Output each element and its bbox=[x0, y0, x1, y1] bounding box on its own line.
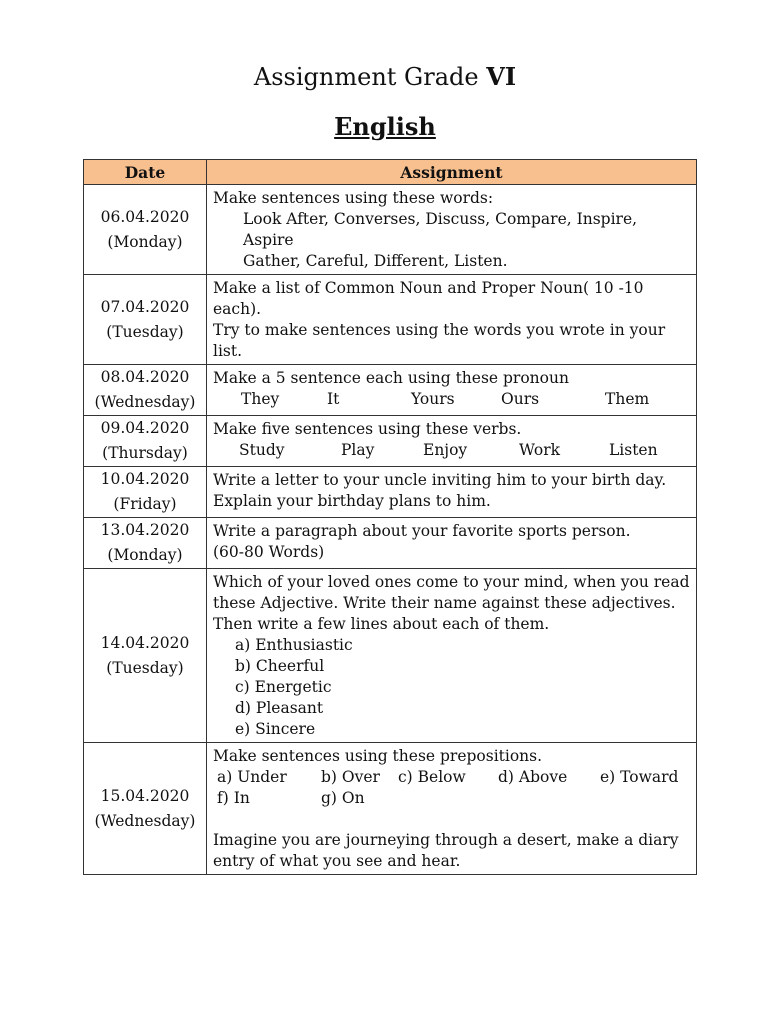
date: 08.04.2020 bbox=[100, 368, 190, 386]
instruction-line: Make sentences using these words: bbox=[213, 189, 494, 207]
page-title bbox=[0, 62, 770, 91]
day: (Friday) bbox=[113, 495, 177, 513]
column-header-date: Date bbox=[84, 160, 207, 185]
instruction-line: these Adjective. Write their name against these adjectives. bbox=[213, 594, 676, 612]
table-row bbox=[84, 275, 697, 365]
pronoun: Yours bbox=[411, 390, 455, 408]
table-row bbox=[84, 185, 697, 275]
table-row bbox=[84, 569, 697, 743]
assignment-cell bbox=[207, 518, 697, 569]
date-cell bbox=[84, 416, 207, 467]
verb-list bbox=[213, 440, 690, 461]
date-cell bbox=[84, 365, 207, 416]
preposition: b) Over bbox=[321, 768, 380, 786]
assignment-cell bbox=[207, 569, 697, 743]
adjective-list bbox=[213, 635, 690, 740]
date: 09.04.2020 bbox=[100, 419, 190, 437]
date-cell bbox=[84, 569, 207, 743]
date: 14.04.2020 bbox=[100, 633, 190, 652]
day: (Thursday) bbox=[102, 444, 188, 462]
table-header-row bbox=[84, 160, 697, 185]
assignment-cell bbox=[207, 365, 697, 416]
assignment-cell bbox=[207, 416, 697, 467]
table-row bbox=[84, 467, 697, 518]
preposition-row bbox=[213, 788, 690, 809]
assignment-cell bbox=[207, 467, 697, 518]
pronoun-list bbox=[213, 389, 690, 410]
preposition-row bbox=[213, 767, 690, 788]
verb: Listen bbox=[609, 441, 658, 459]
word-list-line: Look After, Converses, Discuss, Compare, Inspire, Aspire bbox=[243, 210, 638, 249]
day: (Wednesday) bbox=[94, 393, 196, 411]
preposition: g) On bbox=[321, 789, 365, 807]
instruction-line: Make sentences using these prepositions. bbox=[213, 747, 543, 765]
verb: Play bbox=[341, 441, 375, 459]
pronoun: Them bbox=[605, 390, 650, 408]
instruction-line: Write a paragraph about your favorite sports person. bbox=[213, 522, 631, 540]
instruction-line: Make five sentences using these verbs. bbox=[213, 420, 522, 438]
verb: Work bbox=[519, 441, 561, 459]
day: (Monday) bbox=[107, 232, 183, 251]
table-row bbox=[84, 365, 697, 416]
column-header-assignment: Assignment bbox=[207, 160, 697, 185]
spacer bbox=[213, 809, 690, 830]
instruction-line: entry of what you see and hear. bbox=[213, 852, 461, 870]
instruction-line: Explain your birthday plans to him. bbox=[213, 492, 491, 510]
date: 15.04.2020 bbox=[100, 786, 190, 805]
date-cell bbox=[84, 275, 207, 365]
table-row bbox=[84, 416, 697, 467]
date-cell bbox=[84, 467, 207, 518]
instruction-line: Write a letter to your uncle inviting him to your birth day. bbox=[213, 471, 667, 489]
instruction-line: Then write a few lines about each of them. bbox=[213, 615, 550, 633]
date-cell bbox=[84, 743, 207, 875]
assignment-cell bbox=[207, 743, 697, 875]
instruction-line: Make a list of Common Noun and Proper Noun( 10 -10 each). bbox=[213, 279, 644, 318]
list-item: b) Cheerful bbox=[235, 657, 325, 675]
instruction-line: Which of your loved ones come to your mind, when you read bbox=[213, 573, 690, 591]
word-list-line: Gather, Careful, Different, Listen. bbox=[243, 252, 508, 270]
title-grade: VI bbox=[486, 62, 517, 91]
pronoun: Ours bbox=[501, 390, 540, 408]
instruction-line: Imagine you are journeying through a desert, make a diary bbox=[213, 831, 679, 849]
pronoun: They bbox=[241, 390, 280, 408]
date: 06.04.2020 bbox=[100, 207, 190, 226]
table-row bbox=[84, 518, 697, 569]
subject-heading: English bbox=[334, 112, 436, 141]
table-row bbox=[84, 743, 697, 875]
date: 10.04.2020 bbox=[100, 470, 190, 488]
date: 07.04.2020 bbox=[100, 297, 190, 316]
preposition: f) In bbox=[217, 789, 250, 807]
instruction-line: Try to make sentences using the words you wrote in your list. bbox=[213, 321, 666, 360]
day: (Tuesday) bbox=[106, 322, 184, 341]
date-cell bbox=[84, 518, 207, 569]
list-item: c) Energetic bbox=[235, 678, 332, 696]
verb: Study bbox=[239, 441, 285, 459]
date: 13.04.2020 bbox=[100, 521, 190, 539]
assignment-cell bbox=[207, 275, 697, 365]
list-item: d) Pleasant bbox=[235, 699, 324, 717]
verb: Enjoy bbox=[423, 441, 468, 459]
title-prefix: Assignment Grade bbox=[253, 63, 487, 91]
preposition: c) Below bbox=[398, 768, 466, 786]
list-item: e) Sincere bbox=[235, 720, 316, 738]
instruction-line: Make a 5 sentence each using these pronoun bbox=[213, 369, 569, 387]
pronoun: It bbox=[327, 390, 340, 408]
instruction-line: (60-80 Words) bbox=[213, 543, 325, 561]
preposition: e) Toward bbox=[600, 768, 679, 786]
day: (Tuesday) bbox=[106, 658, 184, 677]
preposition: d) Above bbox=[498, 768, 568, 786]
day: (Wednesday) bbox=[94, 811, 196, 830]
assignment-table bbox=[83, 159, 697, 875]
date-cell bbox=[84, 185, 207, 275]
day: (Monday) bbox=[107, 546, 183, 564]
list-item: a) Enthusiastic bbox=[235, 636, 353, 654]
preposition: a) Under bbox=[217, 768, 287, 786]
assignment-cell bbox=[207, 185, 697, 275]
